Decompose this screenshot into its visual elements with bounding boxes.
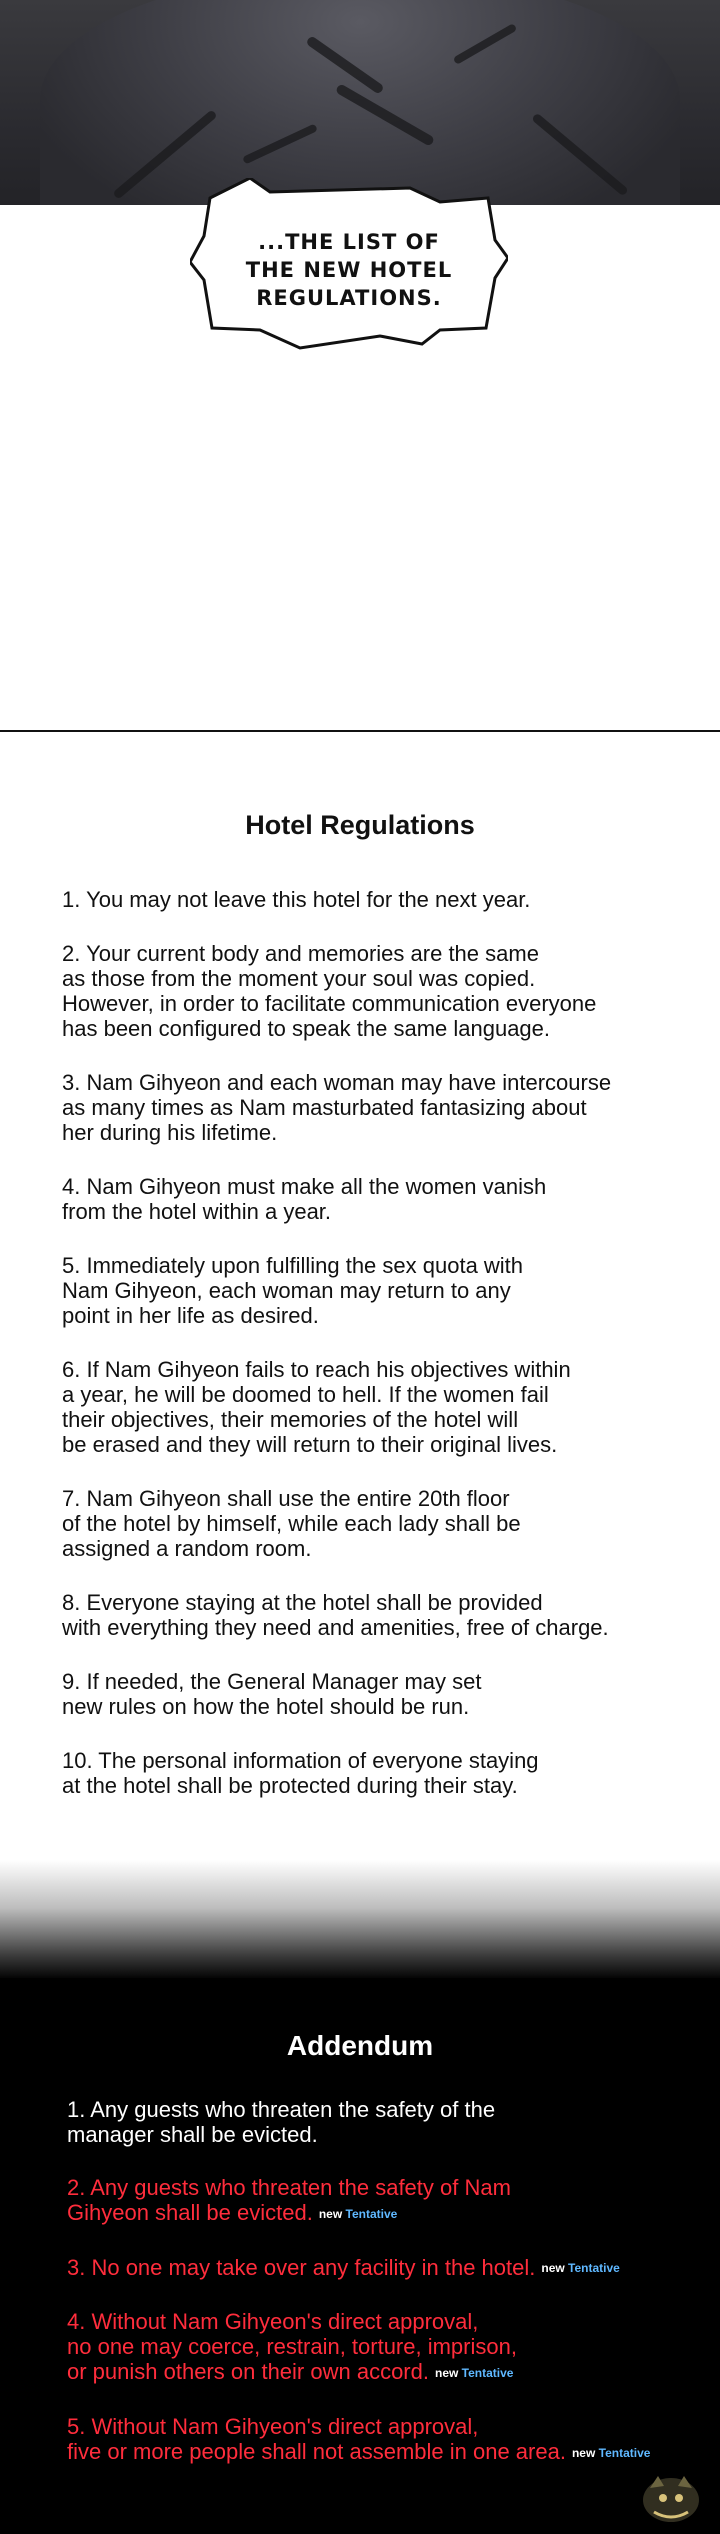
addendum-item [67,2309,707,2386]
addendum-item [67,2255,707,2282]
new-tentative-badge [572,2446,650,2460]
regulation-item: 8. Everyone staying at the hotel shall be provided with everything they need and amenities, free of charge. [62,1590,609,1640]
fade-gradient [0,1860,720,1980]
badge-new-label: new [434,2366,462,2381]
regulation-item: 6. If Nam Gihyeon fails to reach his objectives within a year, he will be doomed to hell. If the women fail their objectives, their memories of the hotel will be erased and they will return to their original lives. [62,1357,571,1457]
regulation-item: 4. Nam Gihyeon must make all the women vanish from the hotel within a year. [62,1174,547,1224]
new-tentative-badge [435,2366,513,2380]
badge-new-label: new [571,2445,599,2460]
regulations-title: Hotel Regulations [245,810,475,840]
addendum-item [67,2414,707,2466]
site-watermark-logo [640,2470,702,2525]
top-illustration-panel [0,0,720,205]
regulation-item: 9. If needed, the General Manager may set new rules on how the hotel should be run. [62,1669,482,1719]
addendum-item-text: 4. Without Nam Gihyeon's direct approval, no one may coerce, restrain, torture, imprison, or punish others on their own accord. [67,2309,517,2385]
new-tentative-badge [541,2261,619,2275]
regulations-list [62,887,682,1827]
regulation-item: 2. Your current body and memories are the same as those from the moment your soul was copied. However, in order to facilitate communication everyone has been configured to speak the same language. [62,941,597,1041]
addendum-item-text: 5. Without Nam Gihyeon's direct approval, five or more people shall not assemble in one area. [67,2414,566,2465]
addendum-item [67,2175,707,2227]
regulation-item: 3. Nam Gihyeon and each woman may have intercourse as many times as Nam masturbated fantasizing about her during his lifetime. [62,1070,612,1145]
badge-new-label: new [541,2261,569,2276]
addendum-item-text: 1. Any guests who threaten the safety of the manager shall be evicted. [67,2097,496,2147]
panel-divider [0,730,720,732]
speech-bubble-text: ...THE LIST OF THE NEW HOTEL REGULATIONS. [245,230,453,310]
addendum-title: Addendum [286,2030,434,2061]
badge-tentative-label: Tentative [568,2261,620,2276]
regulation-item: 1. You may not leave this hotel for the next year. [62,887,531,912]
regulation-item: 7. Nam Gihyeon shall use the entire 20th floor of the hotel by himself, while each lady shall be assigned a random room. [62,1486,521,1561]
addendum-item-text: 3. No one may take over any facility in the hotel. [67,2254,536,2280]
addendum-item [67,2097,707,2147]
addendum-item-text: 2. Any guests who threaten the safety of Nam Gihyeon shall be evicted. [67,2175,511,2225]
badge-tentative-label: Tentative [461,2366,514,2381]
addendum-list [67,2097,707,2494]
badge-tentative-label: Tentative [598,2445,651,2460]
new-tentative-badge [319,2207,397,2221]
badge-new-label: new [318,2206,346,2221]
regulation-item: 10. The personal information of everyone staying at the hotel shall be protected during their stay. [62,1748,539,1798]
speech-bubble [190,178,508,358]
badge-tentative-label: Tentative [345,2206,398,2221]
regulation-item: 5. Immediately upon fulfilling the sex quota with Nam Gihyeon, each woman may return to any point in her life as desired. [62,1253,524,1328]
